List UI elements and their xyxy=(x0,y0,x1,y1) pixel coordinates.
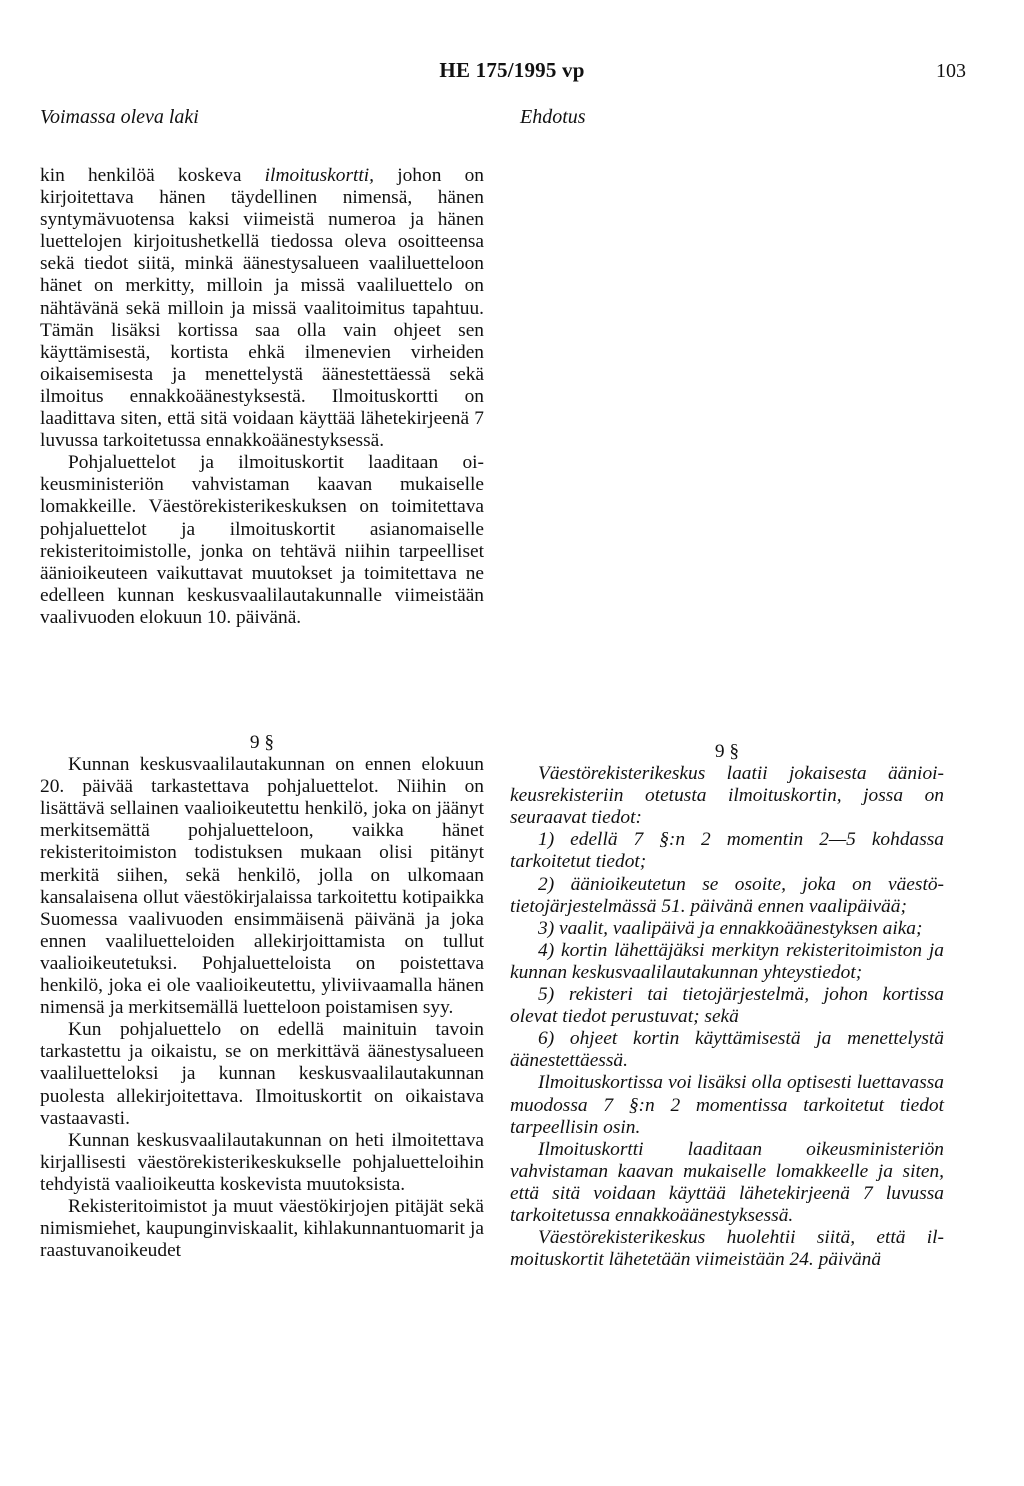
list-item: 1) edellä 7 §:n 2 momentin 2—5 kohdassa tarkoitetut tiedot; xyxy=(510,829,944,873)
paragraph: Kunnan keskusvaalilautakunnan on ennen elokuun 20. päivää tarkastettava pohjaluettelot. Niihin on lisättävä sellainen vaalioikeutettu henkilö, joka on jäänyt merkitsemättä pohjaluetteloon, vaikka hänet rekisteritoimiston todistuksen mukaan olisi pitänyt merkitä siihen, sekä henkilö, jolla on ulkomaan kansalaisena ollut väestökirjalaissa tarkoitettu kotipaikka Suomessa vaalivuoden ensimmäisenä päivänä ja joka ennen vaaliluetteloiden allekirjoittamista on tullut vaalioikeutetuksi. Pohjaluetteloista on poistettava henkilö, joka ei ole vaalioikeutettu, yliviivaamalla hänen nimensä ja merkitsemällä luetteloon poistamisen syy. xyxy=(40,754,484,1019)
list-item: 3) vaalit, vaalipäivä ja ennakkoäänestyksen aika; xyxy=(538,917,923,939)
left-column-heading: Voimassa oleva laki xyxy=(40,106,199,128)
paragraph: Kunnan keskusvaalilautakunnan on heti ilmoitettava kirjallisesti väestörekisterikeskukselle pohjaluetteloihin tehdyistä vaalioikeutta koskevista muutoksista. xyxy=(40,1129,484,1195)
document-title: HE 175/1995 vp xyxy=(439,58,585,82)
paragraph: Väestörekisterikeskus huolehtii siitä, että ilmoituskortit lähetetään viimeistään 24. päivänä xyxy=(510,1227,944,1271)
paragraph: Rekisteritoimistot ja muut väestökirjojen pitäjät sekä nimismiehet, kaupunginviskaalit, kihlakunnantuomarit ja raastuvanoikeudet xyxy=(40,1195,484,1262)
page-number: 103 xyxy=(936,60,966,82)
left-column-section-9 xyxy=(40,732,484,1262)
left-column-top-text xyxy=(40,165,484,629)
section-heading: 9 § xyxy=(249,732,275,753)
paragraph: Ilmoituskortti laaditaan oikeusministeriön vahvistaman kaavan mukaiselle lomakkeelle ja siten, että sitä voidaan käyttää lähetekirjeenä 7 luvussa tarkoitetussa ennakkoäänestyksessä. xyxy=(510,1138,944,1226)
list-item: 4) kortin lähettäjäksi merkityn rekisteritoimiston ja kunnan keskusvaalilautakunnan yhteystiedot; xyxy=(510,939,944,983)
text-run: johon on kirjoitettava hänen täydellinen nimensä, hänen syntymävuotensa kaksi viimeistä numeroa ja hänen luettelojen kirjoitushetkellä tiedossa oleva osoitteensa sekä tiedot siitä, minkä äänestysalueen vaaliluetteloon hänet on merkitty, milloin ja missä vaaliluettelo on nähtävänä sekä milloin ja missä vaalitoimitus tapahtuu. Tämän lisäksi kortissa saa olla vain ohjeet sen käyttämisestä, kortista ehkä ilmenevien virheiden oikaisemisesta ja menettelystä äänestettäessä sekä ilmoitus ennakkoäänestyksestä. Ilmoituskortti on laadittava siten, että sitä voidaan käyttää lähetekirjeenä 7 luvussa tarkoitetussa ennakkoäänestyksessä. xyxy=(40,165,484,452)
right-column-section-9 xyxy=(510,741,944,1271)
list-item: 6) ohjeet kortin käyttämisestä ja menettelystä äänestettäessä. xyxy=(510,1028,944,1072)
list-item: 5) rekisteri tai tietojärjestelmä, johon kortissa olevat tiedot perustuvat; sekä xyxy=(510,984,944,1028)
section-heading: 9 § xyxy=(714,741,740,762)
paragraph: Kun pohjaluettelo on edellä mainituin tavoin tarkastettu ja oikaistu, se on merkittävä äänestysalueen vaaliluetteloksi ja kunnan keskusvaalilautakunnan puolesta allekirjoitettava. Ilmoituskortit on oikaistava vastaavasti. xyxy=(40,1019,484,1129)
text-run: kin henkilöä koskeva xyxy=(40,165,265,186)
paragraph: Ilmoituskortissa voi lisäksi olla optisesti luettavassa muodossa 7 §:n 2 momentissa tarkoitetut tiedot tarpeellisin osin. xyxy=(510,1072,944,1138)
list-item: 2) äänioikeutetun se osoite, joka on väestötietojärjestelmässä 51. päivänä ennen vaalipäivää; xyxy=(510,873,944,917)
paragraph: Väestörekisterikeskus laatii jokaisesta äänioikeusrekisteriin otetusta ilmoituskortin, jossa on seuraavat tiedot: xyxy=(510,763,944,829)
paragraph: Pohjaluettelot ja ilmoituskortit laaditaan oikeusministeriön vahvistaman kaavan mukaiselle lomakkeille. Väestörekisterikeskuksen on toimitettava pohjaluettelot ja ilmoituskortit asianomaiselle rekisteritoimistolle, jonka on tehtävä niihin tarpeelliset äänioikeuteen vaikuttavat muutokset ja toimitettava ne edelleen kunnan keskusvaalilautakunnalle viimeistään vaalivuoden elokuun 10. päivänä. xyxy=(40,452,484,628)
right-column-heading: Ehdotus xyxy=(520,106,586,128)
paragraph xyxy=(40,165,484,452)
emphasis-text: ilmoituskortti, xyxy=(264,165,375,186)
